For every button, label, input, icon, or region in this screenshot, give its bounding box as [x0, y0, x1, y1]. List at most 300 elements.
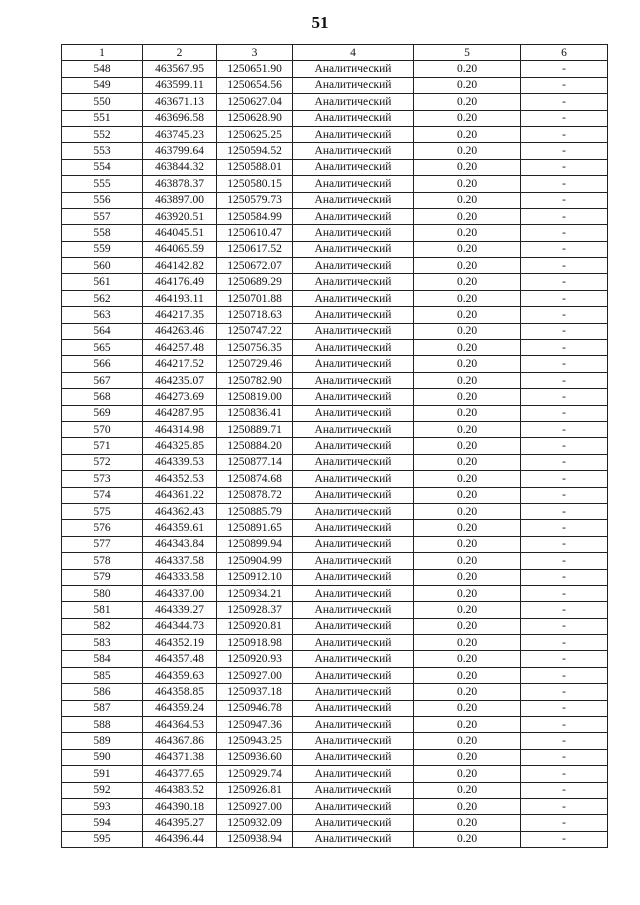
y-coordinate-cell: 1250594.52: [217, 143, 293, 159]
method-cell: Аналитический: [293, 503, 414, 519]
point-number-cell: 592: [62, 782, 143, 798]
note-cell: -: [521, 700, 608, 716]
x-coordinate-cell: 464396.44: [143, 831, 217, 847]
method-cell: Аналитический: [293, 749, 414, 765]
point-number-cell: 587: [62, 700, 143, 716]
note-cell: -: [521, 667, 608, 683]
x-coordinate-cell: 463799.64: [143, 143, 217, 159]
x-coordinate-cell: 463897.00: [143, 192, 217, 208]
note-cell: -: [521, 192, 608, 208]
note-cell: -: [521, 340, 608, 356]
table-row: [62, 77, 608, 93]
note-cell: -: [521, 782, 608, 798]
point-number-cell: 554: [62, 159, 143, 175]
x-coordinate-cell: 464339.53: [143, 454, 217, 470]
accuracy-cell: 0.20: [414, 290, 521, 306]
y-coordinate-cell: 1250920.93: [217, 651, 293, 667]
y-coordinate-cell: 1250884.20: [217, 438, 293, 454]
y-coordinate-cell: 1250947.36: [217, 717, 293, 733]
accuracy-cell: 0.20: [414, 520, 521, 536]
method-cell: Аналитический: [293, 372, 414, 388]
accuracy-cell: 0.20: [414, 126, 521, 142]
note-cell: -: [521, 126, 608, 142]
table-row: [62, 290, 608, 306]
accuracy-cell: 0.20: [414, 733, 521, 749]
y-coordinate-cell: 1250718.63: [217, 307, 293, 323]
note-cell: -: [521, 520, 608, 536]
y-coordinate-cell: 1250580.15: [217, 176, 293, 192]
method-cell: Аналитический: [293, 159, 414, 175]
accuracy-cell: 0.20: [414, 553, 521, 569]
y-coordinate-cell: 1250877.14: [217, 454, 293, 470]
y-coordinate-cell: 1250756.35: [217, 340, 293, 356]
point-number-cell: 562: [62, 290, 143, 306]
table-row: [62, 503, 608, 519]
accuracy-cell: 0.20: [414, 749, 521, 765]
y-coordinate-cell: 1250654.56: [217, 77, 293, 93]
y-coordinate-cell: 1250927.00: [217, 667, 293, 683]
accuracy-cell: 0.20: [414, 684, 521, 700]
note-cell: -: [521, 749, 608, 765]
note-cell: -: [521, 798, 608, 814]
y-coordinate-cell: 1250584.99: [217, 208, 293, 224]
note-cell: -: [521, 454, 608, 470]
y-coordinate-cell: 1250943.25: [217, 733, 293, 749]
accuracy-cell: 0.20: [414, 421, 521, 437]
table-row: [62, 635, 608, 651]
point-number-cell: 568: [62, 389, 143, 405]
table-row: [62, 61, 608, 77]
point-number-cell: 581: [62, 602, 143, 618]
y-coordinate-cell: 1250918.98: [217, 635, 293, 651]
point-number-cell: 559: [62, 241, 143, 257]
table-row: [62, 438, 608, 454]
header-cell-4: 4: [293, 45, 414, 61]
note-cell: -: [521, 553, 608, 569]
note-cell: -: [521, 831, 608, 847]
point-number-cell: 585: [62, 667, 143, 683]
point-number-cell: 567: [62, 372, 143, 388]
point-number-cell: 590: [62, 749, 143, 765]
note-cell: -: [521, 372, 608, 388]
y-coordinate-cell: 1250588.01: [217, 159, 293, 175]
point-number-cell: 576: [62, 520, 143, 536]
table-row: [62, 192, 608, 208]
point-number-cell: 553: [62, 143, 143, 159]
point-number-cell: 583: [62, 635, 143, 651]
accuracy-cell: 0.20: [414, 208, 521, 224]
point-number-cell: 563: [62, 307, 143, 323]
x-coordinate-cell: 463920.51: [143, 208, 217, 224]
y-coordinate-cell: 1250617.52: [217, 241, 293, 257]
method-cell: Аналитический: [293, 454, 414, 470]
x-coordinate-cell: 464287.95: [143, 405, 217, 421]
note-cell: -: [521, 602, 608, 618]
note-cell: -: [521, 766, 608, 782]
table-row: [62, 667, 608, 683]
point-number-cell: 557: [62, 208, 143, 224]
y-coordinate-cell: 1250701.88: [217, 290, 293, 306]
note-cell: -: [521, 110, 608, 126]
method-cell: Аналитический: [293, 667, 414, 683]
table-row: [62, 585, 608, 601]
table-row: [62, 782, 608, 798]
table-row: [62, 110, 608, 126]
y-coordinate-cell: 1250927.00: [217, 798, 293, 814]
method-cell: Аналитический: [293, 340, 414, 356]
note-cell: -: [521, 225, 608, 241]
x-coordinate-cell: 464193.11: [143, 290, 217, 306]
header-row: [62, 45, 608, 61]
note-cell: -: [521, 569, 608, 585]
table-row: [62, 176, 608, 192]
table-row: [62, 241, 608, 257]
note-cell: -: [521, 815, 608, 831]
point-number-cell: 586: [62, 684, 143, 700]
method-cell: Аналитический: [293, 782, 414, 798]
point-number-cell: 569: [62, 405, 143, 421]
table-row: [62, 208, 608, 224]
x-coordinate-cell: 464333.58: [143, 569, 217, 585]
table-row: [62, 700, 608, 716]
y-coordinate-cell: 1250938.94: [217, 831, 293, 847]
table-row: [62, 421, 608, 437]
y-coordinate-cell: 1250627.04: [217, 94, 293, 110]
note-cell: -: [521, 487, 608, 503]
note-cell: -: [521, 438, 608, 454]
y-coordinate-cell: 1250934.21: [217, 585, 293, 601]
y-coordinate-cell: 1250610.47: [217, 225, 293, 241]
x-coordinate-cell: 464367.86: [143, 733, 217, 749]
y-coordinate-cell: 1250937.18: [217, 684, 293, 700]
accuracy-cell: 0.20: [414, 192, 521, 208]
x-coordinate-cell: 464377.65: [143, 766, 217, 782]
point-number-cell: 573: [62, 471, 143, 487]
x-coordinate-cell: 464371.38: [143, 749, 217, 765]
accuracy-cell: 0.20: [414, 61, 521, 77]
x-coordinate-cell: 464235.07: [143, 372, 217, 388]
method-cell: Аналитический: [293, 471, 414, 487]
point-number-cell: 589: [62, 733, 143, 749]
x-coordinate-cell: 464352.53: [143, 471, 217, 487]
method-cell: Аналитический: [293, 421, 414, 437]
point-number-cell: 561: [62, 274, 143, 290]
x-coordinate-cell: 464359.24: [143, 700, 217, 716]
accuracy-cell: 0.20: [414, 569, 521, 585]
note-cell: -: [521, 176, 608, 192]
y-coordinate-cell: 1250836.41: [217, 405, 293, 421]
point-number-cell: 591: [62, 766, 143, 782]
header-cell-5: 5: [414, 45, 521, 61]
accuracy-cell: 0.20: [414, 700, 521, 716]
method-cell: Аналитический: [293, 241, 414, 257]
point-number-cell: 594: [62, 815, 143, 831]
method-cell: Аналитический: [293, 61, 414, 77]
x-coordinate-cell: 464362.43: [143, 503, 217, 519]
x-coordinate-cell: 464383.52: [143, 782, 217, 798]
note-cell: -: [521, 143, 608, 159]
point-number-cell: 551: [62, 110, 143, 126]
accuracy-cell: 0.20: [414, 536, 521, 552]
note-cell: -: [521, 733, 608, 749]
accuracy-cell: 0.20: [414, 389, 521, 405]
y-coordinate-cell: 1250672.07: [217, 258, 293, 274]
method-cell: Аналитический: [293, 487, 414, 503]
method-cell: Аналитический: [293, 307, 414, 323]
table-row: [62, 126, 608, 142]
y-coordinate-cell: 1250912.10: [217, 569, 293, 585]
table-row: [62, 454, 608, 470]
point-number-cell: 572: [62, 454, 143, 470]
note-cell: -: [521, 356, 608, 372]
table-row: [62, 569, 608, 585]
point-number-cell: 595: [62, 831, 143, 847]
accuracy-cell: 0.20: [414, 340, 521, 356]
point-number-cell: 593: [62, 798, 143, 814]
x-coordinate-cell: 464257.48: [143, 340, 217, 356]
note-cell: -: [521, 208, 608, 224]
accuracy-cell: 0.20: [414, 602, 521, 618]
point-number-cell: 564: [62, 323, 143, 339]
point-number-cell: 584: [62, 651, 143, 667]
x-coordinate-cell: 464390.18: [143, 798, 217, 814]
coordinates-table: [61, 44, 608, 848]
accuracy-cell: 0.20: [414, 438, 521, 454]
method-cell: Аналитический: [293, 717, 414, 733]
method-cell: Аналитический: [293, 438, 414, 454]
header-cell-6: 6: [521, 45, 608, 61]
x-coordinate-cell: 464344.73: [143, 618, 217, 634]
note-cell: -: [521, 618, 608, 634]
method-cell: Аналитический: [293, 815, 414, 831]
note-cell: -: [521, 274, 608, 290]
accuracy-cell: 0.20: [414, 454, 521, 470]
y-coordinate-cell: 1250889.71: [217, 421, 293, 437]
table-row: [62, 798, 608, 814]
accuracy-cell: 0.20: [414, 372, 521, 388]
point-number-cell: 556: [62, 192, 143, 208]
note-cell: -: [521, 635, 608, 651]
x-coordinate-cell: 464325.85: [143, 438, 217, 454]
x-coordinate-cell: 464337.00: [143, 585, 217, 601]
x-coordinate-cell: 464364.53: [143, 717, 217, 733]
table-row: [62, 356, 608, 372]
table-row: [62, 487, 608, 503]
table-row: [62, 274, 608, 290]
method-cell: Аналитический: [293, 389, 414, 405]
accuracy-cell: 0.20: [414, 241, 521, 257]
table-row: [62, 651, 608, 667]
table-row: [62, 323, 608, 339]
x-coordinate-cell: 464142.82: [143, 258, 217, 274]
y-coordinate-cell: 1250628.90: [217, 110, 293, 126]
y-coordinate-cell: 1250747.22: [217, 323, 293, 339]
method-cell: Аналитический: [293, 536, 414, 552]
y-coordinate-cell: 1250920.81: [217, 618, 293, 634]
x-coordinate-cell: 464357.48: [143, 651, 217, 667]
x-coordinate-cell: 463567.95: [143, 61, 217, 77]
x-coordinate-cell: 464176.49: [143, 274, 217, 290]
x-coordinate-cell: 464217.52: [143, 356, 217, 372]
point-number-cell: 555: [62, 176, 143, 192]
method-cell: Аналитический: [293, 602, 414, 618]
table-row: [62, 143, 608, 159]
accuracy-cell: 0.20: [414, 717, 521, 733]
y-coordinate-cell: 1250899.94: [217, 536, 293, 552]
accuracy-cell: 0.20: [414, 618, 521, 634]
y-coordinate-cell: 1250782.90: [217, 372, 293, 388]
method-cell: Аналитический: [293, 700, 414, 716]
method-cell: Аналитический: [293, 356, 414, 372]
x-coordinate-cell: 464217.35: [143, 307, 217, 323]
note-cell: -: [521, 717, 608, 733]
table-row: [62, 831, 608, 847]
method-cell: Аналитический: [293, 651, 414, 667]
note-cell: -: [521, 651, 608, 667]
method-cell: Аналитический: [293, 798, 414, 814]
note-cell: -: [521, 290, 608, 306]
point-number-cell: 579: [62, 569, 143, 585]
x-coordinate-cell: 464361.22: [143, 487, 217, 503]
table-row: [62, 340, 608, 356]
x-coordinate-cell: 464045.51: [143, 225, 217, 241]
method-cell: Аналитический: [293, 258, 414, 274]
point-number-cell: 575: [62, 503, 143, 519]
note-cell: -: [521, 389, 608, 405]
point-number-cell: 549: [62, 77, 143, 93]
y-coordinate-cell: 1250874.68: [217, 471, 293, 487]
method-cell: Аналитический: [293, 110, 414, 126]
accuracy-cell: 0.20: [414, 225, 521, 241]
method-cell: Аналитический: [293, 323, 414, 339]
point-number-cell: 578: [62, 553, 143, 569]
method-cell: Аналитический: [293, 831, 414, 847]
accuracy-cell: 0.20: [414, 667, 521, 683]
point-number-cell: 558: [62, 225, 143, 241]
accuracy-cell: 0.20: [414, 766, 521, 782]
accuracy-cell: 0.20: [414, 356, 521, 372]
accuracy-cell: 0.20: [414, 405, 521, 421]
table-row: [62, 602, 608, 618]
table-row: [62, 225, 608, 241]
point-number-cell: 577: [62, 536, 143, 552]
x-coordinate-cell: 463745.23: [143, 126, 217, 142]
header-cell-1: 1: [62, 45, 143, 61]
y-coordinate-cell: 1250946.78: [217, 700, 293, 716]
accuracy-cell: 0.20: [414, 487, 521, 503]
accuracy-cell: 0.20: [414, 274, 521, 290]
note-cell: -: [521, 241, 608, 257]
x-coordinate-cell: 463671.13: [143, 94, 217, 110]
note-cell: -: [521, 471, 608, 487]
note-cell: -: [521, 61, 608, 77]
table-row: [62, 307, 608, 323]
y-coordinate-cell: 1250904.99: [217, 553, 293, 569]
method-cell: Аналитический: [293, 635, 414, 651]
note-cell: -: [521, 258, 608, 274]
method-cell: Аналитический: [293, 143, 414, 159]
y-coordinate-cell: 1250625.25: [217, 126, 293, 142]
accuracy-cell: 0.20: [414, 815, 521, 831]
note-cell: -: [521, 536, 608, 552]
page-number: 51: [311, 13, 329, 32]
accuracy-cell: 0.20: [414, 831, 521, 847]
method-cell: Аналитический: [293, 766, 414, 782]
note-cell: -: [521, 585, 608, 601]
x-coordinate-cell: 463844.32: [143, 159, 217, 175]
table-row: [62, 733, 608, 749]
accuracy-cell: 0.20: [414, 307, 521, 323]
table-row: [62, 618, 608, 634]
accuracy-cell: 0.20: [414, 323, 521, 339]
point-number-cell: 552: [62, 126, 143, 142]
accuracy-cell: 0.20: [414, 635, 521, 651]
table-row: [62, 684, 608, 700]
accuracy-cell: 0.20: [414, 77, 521, 93]
x-coordinate-cell: 464273.69: [143, 389, 217, 405]
method-cell: Аналитический: [293, 208, 414, 224]
point-number-cell: 588: [62, 717, 143, 733]
note-cell: -: [521, 684, 608, 700]
table-row: [62, 536, 608, 552]
x-coordinate-cell: 464314.98: [143, 421, 217, 437]
method-cell: Аналитический: [293, 733, 414, 749]
accuracy-cell: 0.20: [414, 471, 521, 487]
accuracy-cell: 0.20: [414, 143, 521, 159]
point-number-cell: 570: [62, 421, 143, 437]
method-cell: Аналитический: [293, 585, 414, 601]
accuracy-cell: 0.20: [414, 176, 521, 192]
point-number-cell: 566: [62, 356, 143, 372]
method-cell: Аналитический: [293, 569, 414, 585]
y-coordinate-cell: 1250929.74: [217, 766, 293, 782]
point-number-cell: 550: [62, 94, 143, 110]
note-cell: -: [521, 323, 608, 339]
method-cell: Аналитический: [293, 405, 414, 421]
table-row: [62, 389, 608, 405]
table-row: [62, 94, 608, 110]
point-number-cell: 548: [62, 61, 143, 77]
x-coordinate-cell: 463696.58: [143, 110, 217, 126]
table-row: [62, 749, 608, 765]
method-cell: Аналитический: [293, 618, 414, 634]
table-row: [62, 258, 608, 274]
table-row: [62, 766, 608, 782]
y-coordinate-cell: 1250819.00: [217, 389, 293, 405]
y-coordinate-cell: 1250689.29: [217, 274, 293, 290]
accuracy-cell: 0.20: [414, 258, 521, 274]
method-cell: Аналитический: [293, 77, 414, 93]
y-coordinate-cell: 1250932.09: [217, 815, 293, 831]
accuracy-cell: 0.20: [414, 782, 521, 798]
y-coordinate-cell: 1250878.72: [217, 487, 293, 503]
table-row: [62, 553, 608, 569]
accuracy-cell: 0.20: [414, 503, 521, 519]
accuracy-cell: 0.20: [414, 159, 521, 175]
y-coordinate-cell: 1250936.60: [217, 749, 293, 765]
header-cell-3: 3: [217, 45, 293, 61]
method-cell: Аналитический: [293, 684, 414, 700]
note-cell: -: [521, 405, 608, 421]
table-row: [62, 815, 608, 831]
y-coordinate-cell: 1250885.79: [217, 503, 293, 519]
y-coordinate-cell: 1250651.90: [217, 61, 293, 77]
y-coordinate-cell: 1250729.46: [217, 356, 293, 372]
table-body: [62, 61, 608, 848]
y-coordinate-cell: 1250926.81: [217, 782, 293, 798]
point-number-cell: 560: [62, 258, 143, 274]
method-cell: Аналитический: [293, 94, 414, 110]
